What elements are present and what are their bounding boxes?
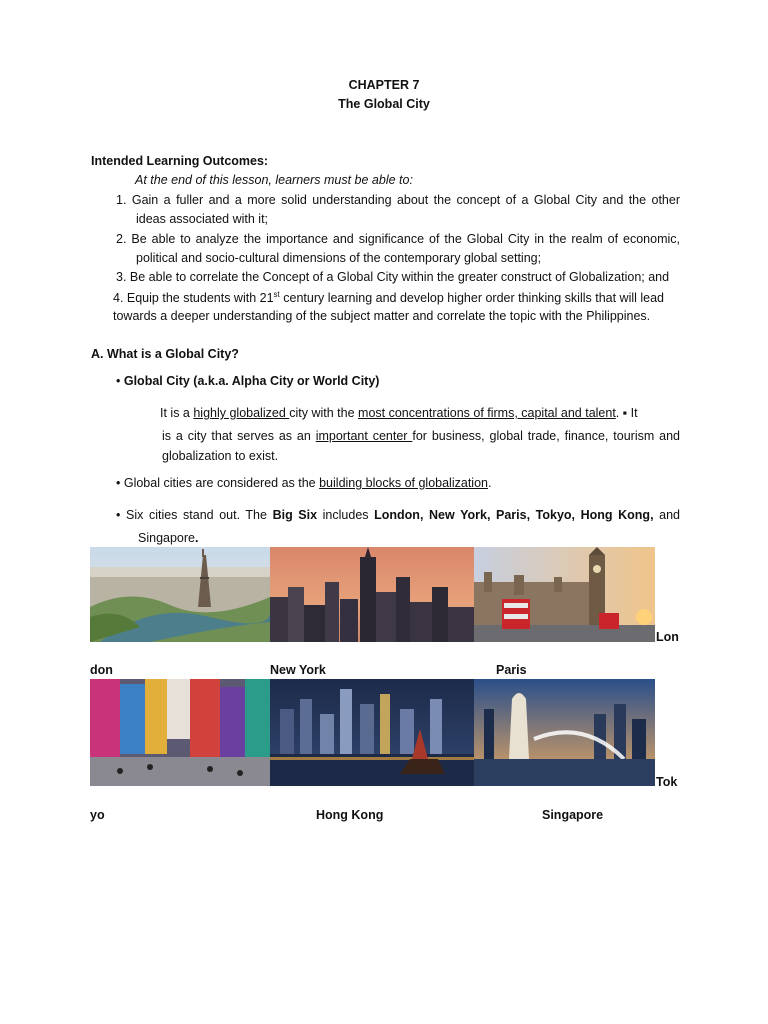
hong-kong-photo <box>270 679 474 786</box>
caption-tokyo-start: Tok <box>656 775 678 789</box>
london-photo <box>474 547 655 642</box>
caption-hong-kong: Hong Kong <box>316 808 384 822</box>
definition-line1: It is a highly globalized city with the most concentrations of firms, capital and talent. ▪ It <box>160 406 638 420</box>
outcome-3-line1: 3. Be able to correlate the Concept of a Global City within the greater construct of Globalization; and <box>116 270 670 284</box>
caption-singapore: Singapore <box>542 808 604 822</box>
bullet-big-six-line2: Singapore. <box>138 531 199 545</box>
caption-new-york: New York <box>270 663 326 677</box>
section-a-heading: A. What is a Global City? <box>91 347 239 361</box>
caption-paris: Paris <box>496 663 527 677</box>
singapore-photo <box>474 679 655 786</box>
new-york-photo <box>270 547 474 642</box>
outcome-1-line1: 1. Gain a fuller and a more solid understanding about the concept of a Global City and the other <box>116 193 680 207</box>
bullet-global-city: • Global City (a.k.a. Alpha City or World City) <box>116 374 380 388</box>
chapter-title: The Global City <box>338 97 430 111</box>
caption-tokyo-end: yo <box>90 808 105 822</box>
chapter-label: CHAPTER 7 <box>348 78 420 92</box>
paris-photo <box>90 547 270 642</box>
outcomes-heading: Intended Learning Outcomes: <box>91 154 269 168</box>
outcomes-intro: At the end of this lesson, learners must be able to: <box>135 173 413 187</box>
outcome-4-line1: 4. Equip the students with 21st century learning and develop higher order thinking skills that will lead <box>113 290 665 306</box>
bullet-big-six: • Six cities stand out. The Big Six includes London, New York, Paris, Tokyo, Hong Kong, and <box>116 508 680 522</box>
outcome-2-line1: 2. Be able to analyze the importance and significance of the Global City in the realm of economic, <box>116 232 680 246</box>
outcome-1-line2: ideas associated with it; <box>136 212 269 226</box>
caption-london-start: Lon <box>656 630 679 644</box>
definition-line2: is a city that serves as an important center for business, global trade, finance, tourism and <box>162 429 680 443</box>
definition-line3: globalization to exist. <box>162 449 279 463</box>
caption-london-end: don <box>90 663 113 677</box>
square-bullet-icon: ▪ <box>622 406 628 420</box>
outcome-4-line2: towards a deeper understanding of the subject matter and correlate the topic with the Philippines. <box>113 309 651 323</box>
tokyo-photo <box>90 679 270 786</box>
bullet-building-blocks: • Global cities are considered as the building blocks of globalization. <box>116 476 492 490</box>
outcome-2-line2: political and socio-cultural dimensions of the contemporary global setting; <box>136 251 542 265</box>
